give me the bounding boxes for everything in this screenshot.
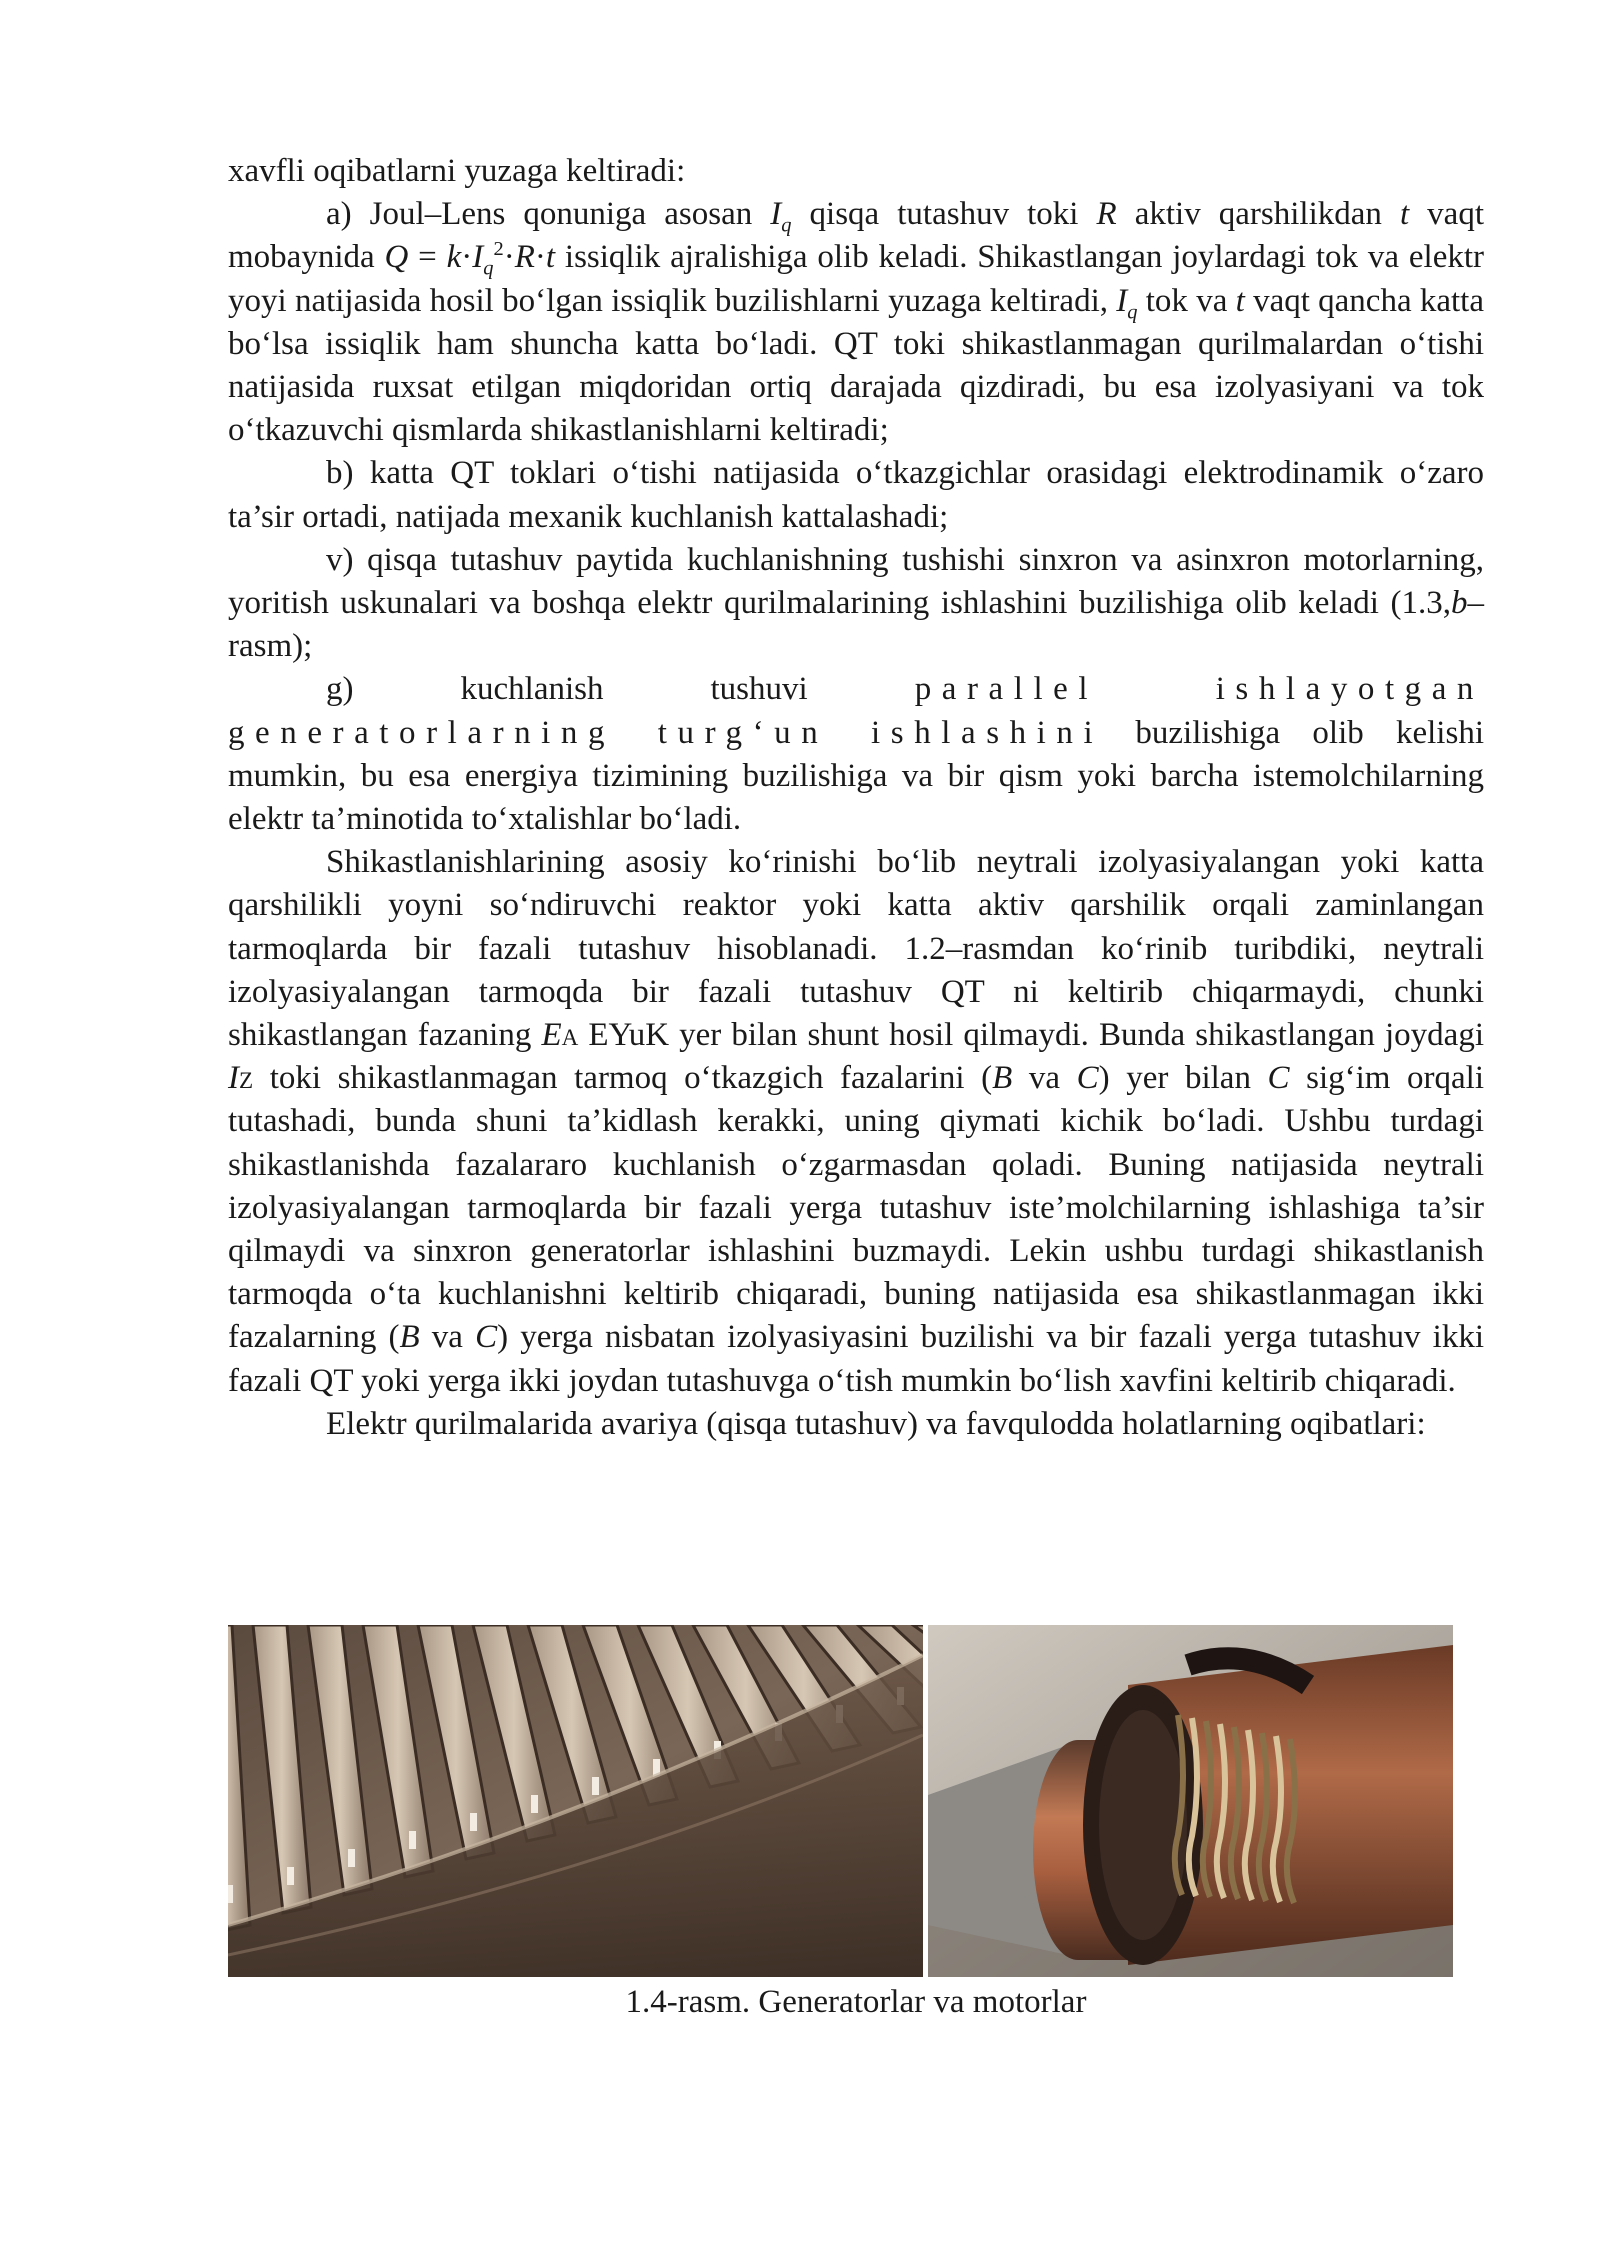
paragraph-b: b) katta QT toklari o‘tishi natijasida o‘tkazgichlar orasidagi elektrodinamik o‘zaro ta’sir ortadi, natijada mexanik kuchlanish kattalashadi;	[228, 455, 1484, 535]
paragraph-intro: xavfli oqibatlarni yuzaga keltiradi:	[228, 153, 686, 189]
slot-wedge-shape	[348, 1849, 355, 1867]
slot-wedge-shape	[409, 1831, 416, 1849]
slot-wedge-shape	[531, 1795, 538, 1813]
slot-wedge-shape	[287, 1867, 294, 1885]
slot-wedge-shape	[228, 1885, 233, 1903]
slot-wedge-shape	[592, 1777, 599, 1795]
paragraph-a: a) Joul–Lens qonuniga asosan $I_q$ qisqa tutashuv toki R aktiv qarshilikdan t vaqt mobaynida $Q = k\cdot I_q^2\cdot R\cdot t$ issiqlik ajralishiga olib keladi. Shikastlangan joylardagi tok va elektr yoyi natijasida hosil bo‘lgan issiqlik buzilishlarni yuzaga keltiradi, $I_q$ tok va t vaqt qancha katta bo‘lsa issiqlik ham shuncha katta bo‘ladi. QT toki shikastlanmagan qurilmalardan o‘tishi natijasida ruxsat etilgan miqdoridan ortiq darajada qizdiradi, bu esa izolyasiyani va tok o‘tkazuvchi qismlarda shikastlanishlarni keltiradi;	[228, 196, 1484, 449]
paragraph-g: g) kuchlanish tushuvi parallel ishlayotgan generatorlarning turg‘un ishlashini buzilishiga olib kelishi mumkin, bu esa energiya tizimining buzilishiga va bir qism yoki barcha istemolchilarning elektr ta’minotida to‘xtalishlar bo‘ladi.	[228, 671, 1484, 838]
paragraph-consequences: Elektr qurilmalarida avariya (qisqa tutashuv) va favqulodda holatlarning oqibatlari:	[326, 1405, 1426, 1442]
figure-generators-motors	[228, 1625, 1453, 1977]
slot-wedge-shape	[470, 1813, 477, 1831]
paragraph-main: Shikastlanishlarining asosiy ko‘rinishi bo‘lib neytrali izolyasiyalangan yoki katta qarshilikli yoyni so‘ndiruvchi reaktor yoki katta aktiv qarshilik orqali zaminlangan tarmoqlarda bir fazali tutashuv hisoblanadi. 1.2–rasmdan ko‘rinib turibdiki, neytrali izolyasiyalangan tarmoqda bir fazali tutashuv QT ni keltirib chiqarmaydi, chunki shikastlangan fazaning EA EYuK yer bilan shunt hosil qilmaydi. Bunda shikastlangan joydagi IZ toki shikastlanmagan tarmoq o‘tkazgich fazalarini (B va C) yer bilan C sig‘im orqali tutashadi, bunda shuni ta’kidlash kerakki, uning qiymati kichik bo‘ladi. Ushbu turdagi shikastlanishda fazalararo kuchlanish o‘zgarmasdan qoladi. Buning natijasida neytrali izolyasiyalangan tarmoqlarda bir fazali yerga tutashuv iste’molchilarning ishlashiga ta’sir qilmaydi va sinxron generatorlar ishlashini buzmaydi. Lekin ushbu turdagi shikastlanish tarmoqda o‘ta kuchlanishni keltirib chiqaradi, buning natijasida esa shikastlanmagan ikki fazalarning (B va C) yerga nisbatan izolyasiyasini buzilishi va bir fazali yerga tutashuv ikki fazali QT yoki yerga ikki joydan tutashuvga o‘tish mumkin bo‘lish xavfini keltirib chiqaradi.	[228, 844, 1484, 1399]
damaged-rotor-winding-photo	[928, 1625, 1453, 1977]
spaced-emphasis: parallel ishlayotgan generatorlarning turg‘un ishlashini	[228, 671, 1484, 751]
page-body	[228, 150, 1484, 1446]
figure-caption: 1.4-rasm. Generatorlar va motorlar	[625, 1984, 1087, 2020]
damaged-stator-slots-photo	[228, 1625, 923, 1977]
paragraph-v: v) qisqa tutashuv paytida kuchlanishning tushishi sinxron va asinxron motorlarning, yoritish uskunalari va boshqa elektr qurilmalarining ishlashini buzilishiga olib keladi (1.3,b–rasm);	[228, 541, 1484, 665]
